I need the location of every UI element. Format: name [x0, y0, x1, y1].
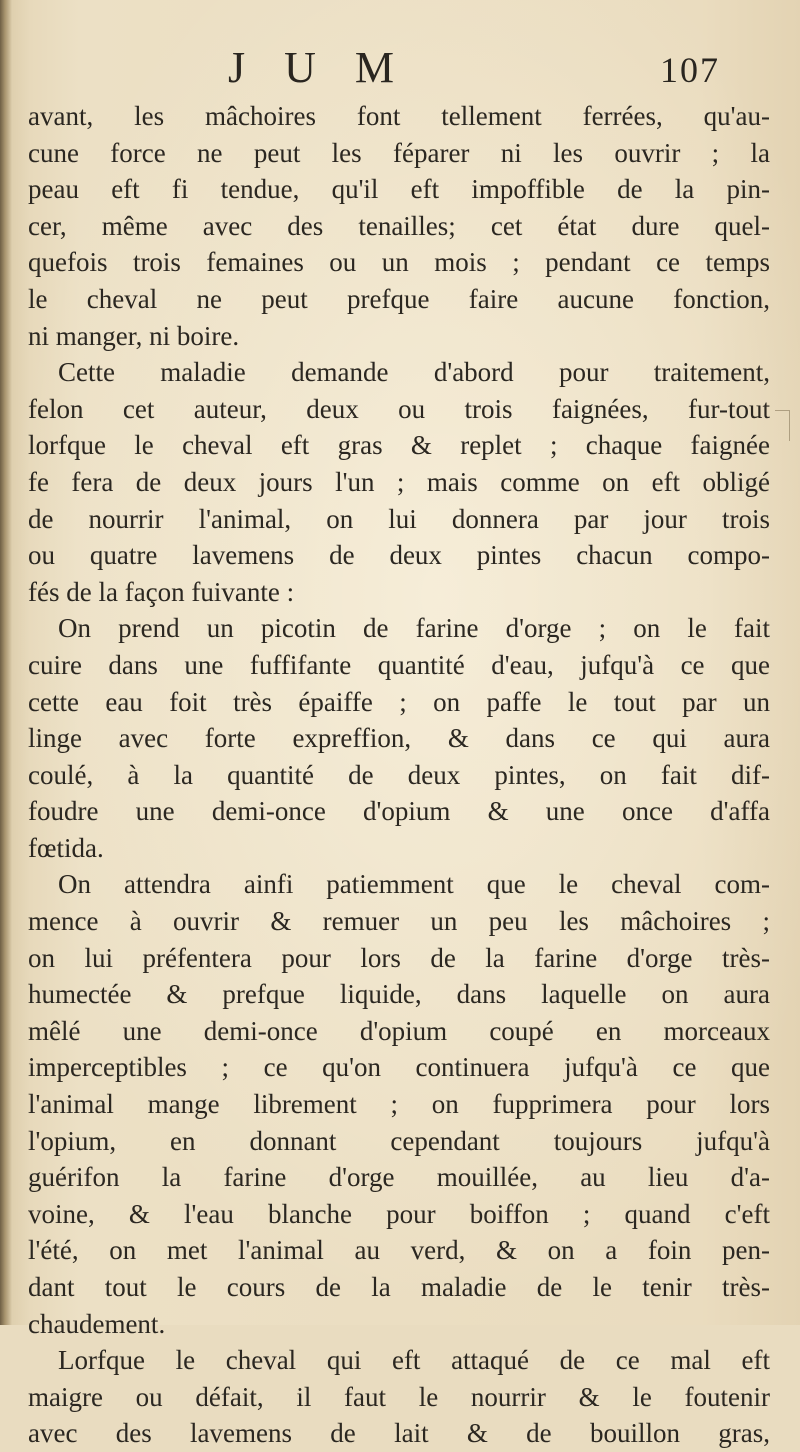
text-line: cuire dans une fuffifante quantité d'eau, jufqu'à ce que — [28, 649, 770, 680]
text-line: ou quatre lavemens de deux pintes chacun compo- — [28, 540, 770, 571]
text-line: on lui préfentera pour lors de la farine d'orge très- — [28, 942, 770, 973]
text-line: maigre ou défait, il faut le nourrir & le foutenir — [28, 1381, 770, 1412]
text-line: quefois trois femaines ou un mois ; pendant ce temps — [28, 247, 770, 278]
text-line: cune force ne peut les féparer ni les ouvrir ; la — [28, 137, 770, 168]
text-line: Lorfque le cheval qui eft attaqué de ce mal eft — [58, 1345, 770, 1376]
page-number: 107 — [660, 50, 720, 90]
margin-mark — [775, 410, 790, 441]
text-line: le cheval ne peut prefque faire aucune fonction, — [28, 283, 770, 314]
text-line: coulé, à la quantité de deux pintes, on fait dif- — [28, 759, 770, 790]
text-line: felon cet auteur, deux ou trois faignées, fur-tout — [28, 393, 770, 424]
text-line: On attendra ainfi patiemment que le cheval com- — [58, 869, 770, 900]
text-line: fœtida. — [28, 832, 104, 863]
text-line: de nourrir l'animal, on lui donnera par jour trois — [28, 503, 770, 534]
text-line: ni manger, ni boire. — [28, 320, 240, 351]
text-line: l'opium, en donnant cependant toujours jufqu'à — [28, 1125, 770, 1156]
page-header — [0, 38, 800, 98]
text-line: peau eft fi tendue, qu'il eft impoffible de la pin- — [28, 174, 770, 205]
text-line: fe fera de deux jours l'un ; mais comme on eft obligé — [28, 466, 770, 497]
text-line: cette eau foit très épaiffe ; on paffe le tout par un — [28, 686, 770, 717]
text-line: On prend un picotin de farine d'orge ; on le fait — [58, 613, 770, 644]
text-line: mêlé une demi-once d'opium coupé en morceaux — [28, 1015, 770, 1046]
text-line: voine, & l'eau blanche pour boiffon ; quand c'eft — [28, 1198, 770, 1229]
running-head: J U M — [228, 43, 409, 92]
text-line: guérifon la farine d'orge mouillée, au lieu d'a- — [28, 1162, 770, 1193]
page-gutter-shadow — [0, 0, 12, 1325]
text-line: dant tout le cours de la maladie de le tenir très- — [28, 1272, 770, 1302]
text-line: foudre une demi-once d'opium & une once d'affa — [28, 796, 770, 827]
text-line: mence à ouvrir & remuer un peu les mâchoires ; — [28, 906, 770, 937]
body-text — [28, 98, 770, 1452]
text-line: avant, les mâchoires font tellement ferrées, qu'au- — [28, 101, 770, 131]
text-line: l'été, on met l'animal au verd, & on a foin pen- — [28, 1235, 770, 1266]
text-line: imperceptibles ; ce qu'on continuera jufqu'à ce que — [28, 1052, 770, 1083]
text-line: fés de la façon fuivante : — [28, 576, 295, 607]
text-line: lorfque le cheval eft gras & replet ; chaque faignée — [28, 430, 770, 461]
text-line: Cette maladie demande d'abord pour traitement, — [58, 357, 770, 388]
text-line: avec des lavemens de lait & de bouillon gras, — [28, 1418, 770, 1449]
text-line: chaudement. — [28, 1308, 166, 1339]
text-line: linge avec forte expreffion, & dans ce qui aura — [28, 723, 770, 754]
text-line: humectée & prefque liquide, dans laquelle on aura — [28, 979, 770, 1010]
text-line: l'animal mange librement ; on fupprimera pour lors — [28, 1089, 770, 1120]
text-line: cer, même avec des tenailles; cet état dure quel- — [28, 210, 770, 241]
